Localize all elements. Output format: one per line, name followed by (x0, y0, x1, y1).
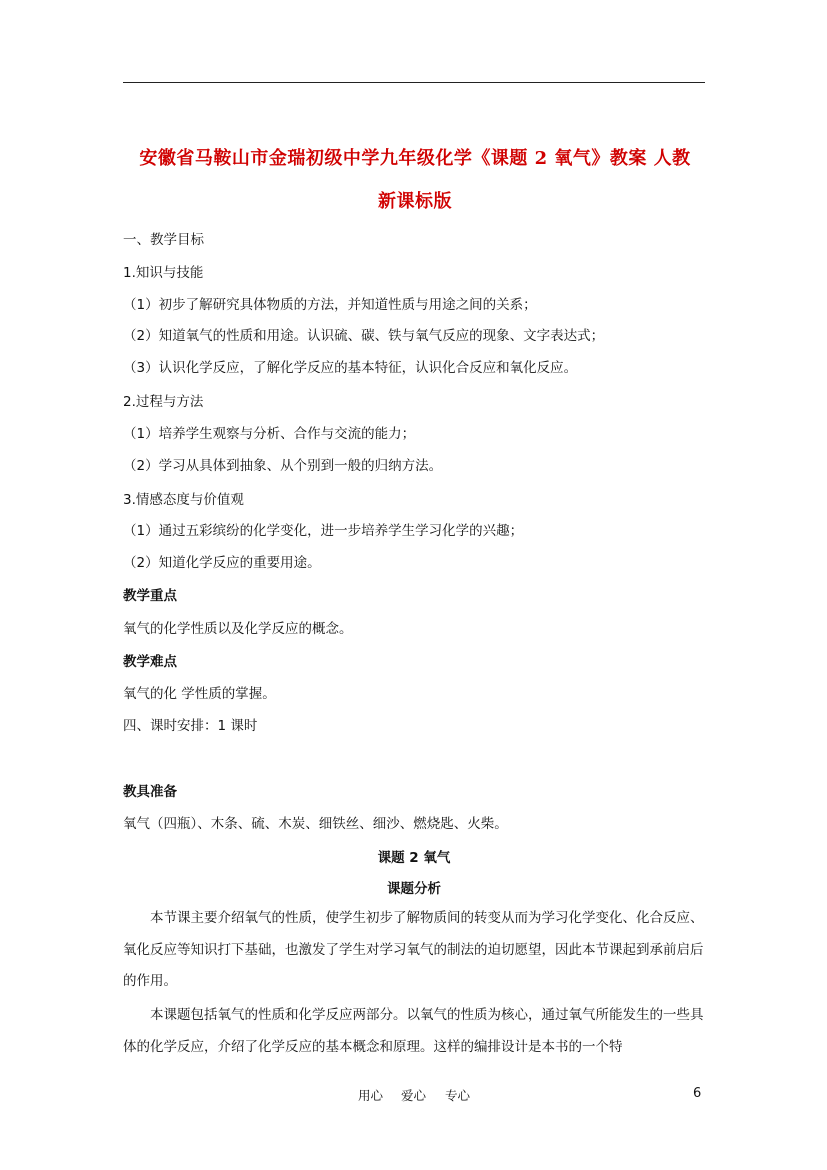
subheading-process-methods: 2.过程与方法 (123, 394, 204, 410)
document-title-line-1: 安徽省马鞍山市金瑞初级中学九年级化学《课题 2 氧气》教案 人教 (139, 148, 691, 169)
lesson-title: 课题 2 氧气 (377, 850, 451, 866)
analysis-paragraph-2: 本课题包括氧气的性质和化学反应两部分。以氧气的性质为核心，通过氧气所能发生的一些具体的化学反应，介绍了化学反应的基本概念和原理。这样的编排设计是本书的一个特 (123, 1007, 704, 1055)
materials-text: 氧气（四瓶）、木条、硫、木炭、细铁丝、细沙、燃烧匙、火柴。 (123, 816, 508, 832)
objective-item: （2）学习从具体到抽象、从个别到一般的归纳方法。 (123, 458, 443, 474)
footer-word: 用心 (358, 1088, 384, 1103)
objective-item: （1）初步了解研究具体物质的方法，并知道性质与用途之间的关系； (123, 297, 537, 313)
objective-item: （2）知道化学反应的重要用途。 (123, 555, 321, 571)
materials-heading: 教具准备 (123, 784, 177, 800)
analysis-title: 课题分析 (387, 881, 441, 897)
page-number: 6 (693, 1086, 702, 1101)
subheading-knowledge-skills: 1.知识与技能 (123, 265, 204, 281)
footer-word: 爱心 (401, 1088, 427, 1103)
objective-item: （1）培养学生观察与分析、合作与交流的能力； (123, 426, 416, 442)
footer-word: 专心 (445, 1088, 471, 1103)
objective-item: （1）通过五彩缤纷的化学变化，进一步培养学生学习化学的兴趣； (123, 523, 524, 539)
analysis-paragraph-1: 本节课主要介绍氧气的性质，使学生初步了解物质间的转变从而为学习化学变化、化合反应、氧化反应等知识打下基础，也激发了学生对学习氧气的制法的迫切愿望，因此本节课起到承前启后的作用。 (123, 910, 704, 989)
subheading-attitudes-values: 3.情感态度与价值观 (123, 492, 244, 508)
header-rule (123, 82, 705, 83)
section-heading-objectives: 一、教学目标 (123, 232, 204, 248)
document-title-line-2: 新课标版 (378, 191, 452, 212)
objective-item: （3）认识化学反应，了解化学反应的基本特征，认识化合反应和氧化反应。 (123, 360, 578, 376)
schedule-text: 四、课时安排：1 课时 (123, 718, 258, 734)
difficulty-text: 氧气的化 学性质的掌握。 (123, 686, 276, 702)
key-point-heading: 教学重点 (123, 588, 177, 604)
objective-item: （2）知道氧气的性质和用途。认识硫、碳、铁与氧气反应的现象、文字表达式； (123, 328, 605, 344)
difficulty-heading: 教学难点 (123, 654, 177, 670)
key-point-text: 氧气的化学性质以及化学反应的概念。 (123, 621, 353, 637)
